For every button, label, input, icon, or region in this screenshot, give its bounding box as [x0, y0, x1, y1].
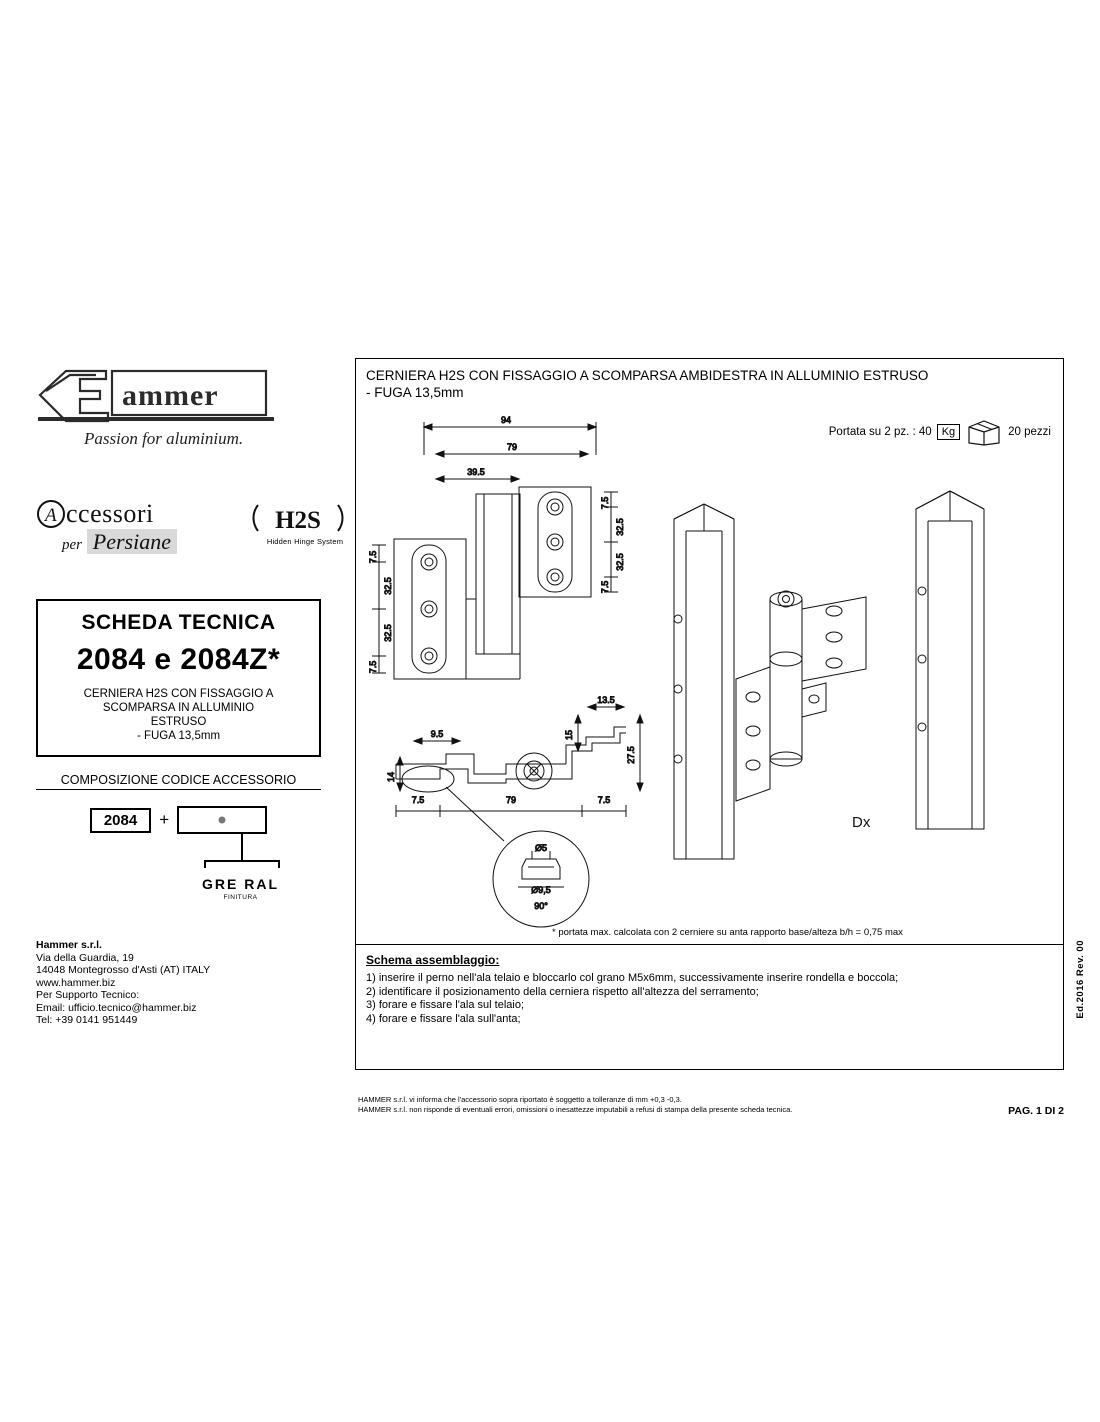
dim-27-5: 27.5 — [626, 746, 636, 764]
svg-text:H2S: H2S — [275, 507, 321, 534]
kg-unit: Kg — [937, 424, 960, 440]
assembly-step: 4) forare e fissare l'ala sull'anta; — [366, 1012, 521, 1025]
assembly-steps — [366, 972, 1053, 1026]
composition-plus: + — [159, 810, 170, 829]
disclaimer — [358, 1095, 978, 1115]
hinge-technical-drawing — [356, 359, 1065, 945]
dim-79-bot: 79 — [505, 795, 517, 805]
assembly-scheme — [356, 945, 1063, 1069]
dim-7-5-f: 7.5 — [597, 795, 611, 805]
capacity-note: * portata max. calcolata con 2 cerniere su anta rapporto base/alteza b/h = 0,75 max — [552, 927, 903, 938]
detail-phi-9-5: Ø9,5 — [531, 885, 551, 895]
hammer-logo — [36, 365, 268, 448]
company-address1: Via della Guardia, 19 — [36, 951, 134, 964]
composition-code: 2084 — [90, 808, 151, 833]
panel-title-line2: - FUGA 13,5mm — [366, 385, 464, 400]
composition-title: COMPOSIZIONE CODICE ACCESSORIO — [36, 773, 321, 790]
capacity-label: Portata su 2 pz. : 40 — [828, 426, 932, 438]
finish-sublabel: FINITURA — [223, 894, 258, 901]
tech-desc-line2: SCOMPARSA IN ALLUMINIO — [102, 702, 255, 714]
drawing-area — [356, 359, 1063, 945]
company-web: www.hammer.biz — [36, 976, 116, 989]
svg-text:ammer: ammer — [122, 379, 219, 412]
company-tel: Tel: +39 0141 951449 — [36, 1014, 138, 1026]
per-label: per — [62, 537, 82, 553]
dim-32-5-d: 32.5 — [383, 624, 393, 642]
hammer-logo-icon — [36, 365, 276, 427]
company-address — [36, 939, 336, 1027]
left-column — [36, 365, 344, 1027]
composition-bracket — [36, 834, 321, 876]
bracket-tick-left — [204, 860, 206, 868]
assembly-step: 1) inserire il perno nell'ala telaio e bloccarlo col grano M5x6mm, successivamente inserire rondella e boccola; — [366, 972, 899, 984]
dim-32-5-b: 32.5 — [615, 553, 625, 571]
assembly-step: 2) identificare il posizionamento della cerniera rispetto all'altezza del serramento; — [366, 985, 759, 998]
tech-card-title: SCHEDA TECNICA — [81, 611, 276, 634]
company-name: Hammer s.r.l. — [36, 939, 102, 951]
tech-desc-line4: - FUGA 13,5mm — [136, 730, 221, 742]
bracket-horizontal — [204, 860, 280, 862]
dim-7-5-d: 7.5 — [368, 660, 378, 674]
company-support-label: Per Supporto Tecnico: — [36, 989, 140, 1001]
assembly-title: Schema assemblaggio: — [366, 953, 500, 967]
h2s-subtitle: Hidden Hinge System — [266, 537, 344, 546]
assembly-step: 3) forare e fissare l'ala sul telaio; — [366, 999, 525, 1011]
accessori-persiane-logo — [36, 499, 344, 565]
tech-card-description — [44, 687, 313, 743]
company-email: Email: ufficio.tecnico@hammer.biz — [36, 1001, 197, 1014]
h2s-logo — [250, 501, 360, 546]
bracket-vertical — [241, 834, 243, 860]
disclaimer-line2: HAMMER s.r.l. non risponde di eventuali errori, omissioni o inesattezze imputabili a refusi di stampa della presente scheda tecnica. — [358, 1105, 793, 1114]
revision-label: Ed.2016 Rev. 00 — [1075, 940, 1086, 1019]
dim-7-5-a: 7.5 — [600, 496, 610, 510]
accessori-label: ccessori — [66, 499, 154, 528]
tech-desc-line3: ESTRUSO — [150, 716, 207, 728]
tech-desc-line1: CERNIERA H2S CON FISSAGGIO A — [83, 688, 274, 700]
dim-7-5-e: 7.5 — [411, 795, 425, 805]
detail-phi-5: Ø5 — [534, 843, 548, 853]
persiane-label: Persiane — [87, 529, 177, 554]
detail-angle: 90° — [534, 901, 548, 911]
finish-dot-icon — [219, 817, 226, 824]
dim-14: 14 — [386, 771, 396, 783]
dim-32-5-a: 32.5 — [615, 518, 625, 536]
accessori-word — [36, 499, 226, 529]
hand-label-dx: Dx — [852, 814, 871, 831]
dim-9-5: 9.5 — [430, 729, 444, 739]
disclaimer-line1: HAMMER s.r.l. vi informa che l'accessorio sopra riportato è soggetto a tolleranze di mm +0,3 -0,3. — [358, 1095, 682, 1104]
dim-13-5: 13.5 — [597, 695, 615, 705]
dim-32-5-c: 32.5 — [383, 577, 393, 595]
tech-card — [36, 599, 321, 757]
pieces-label: 20 pezzi — [1008, 426, 1051, 438]
per-persiane-label — [62, 529, 226, 555]
composition-row — [36, 806, 321, 834]
dim-39-5: 39.5 — [467, 467, 485, 477]
dim-7-5-b: 7.5 — [600, 580, 610, 594]
svg-text:A: A — [44, 505, 58, 526]
company-address2: 14048 Montegrosso d'Asti (AT) ITALY — [36, 964, 211, 976]
bracket-tick-right — [278, 860, 280, 868]
tech-card-code: 2084 e 2084Z* — [76, 643, 281, 676]
composition-finish-slot — [177, 806, 267, 834]
dim-79-top: 79 — [506, 442, 518, 452]
brand-tagline: Passion for aluminium. — [84, 429, 244, 448]
dim-94: 94 — [500, 415, 512, 425]
technical-drawing-panel — [355, 358, 1064, 1070]
page-number: PAG. 1 DI 2 — [1008, 1105, 1064, 1117]
dim-7-5-c: 7.5 — [368, 550, 378, 564]
h2s-logo-icon — [250, 501, 346, 535]
finish-labels: GRE RAL — [202, 876, 279, 892]
a-circle-icon — [36, 500, 66, 528]
panel-title-line1: CERNIERA H2S CON FISSAGGIO A SCOMPARSA AMBIDESTRA IN ALLUMINIO ESTRUSO — [366, 368, 929, 383]
accessori-text-group — [36, 499, 226, 555]
dim-15: 15 — [564, 729, 574, 741]
